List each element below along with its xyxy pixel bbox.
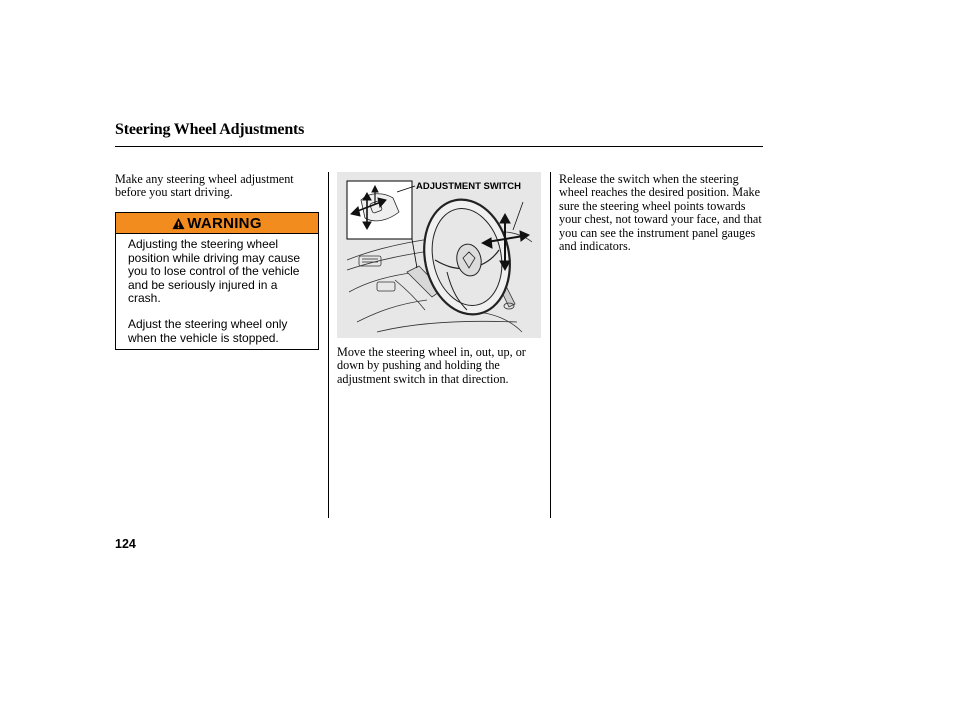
middle-text: Move the steering wheel in, out, up, or down by pushing and holding the adjustment switch in that direction. <box>337 345 526 386</box>
warning-box <box>115 212 319 350</box>
section-title: Steering Wheel Adjustments <box>115 121 305 138</box>
warning-paragraph-2: Adjust the steering wheel only when the vehicle is stopped. <box>128 317 288 345</box>
warning-label: WARNING <box>187 214 262 232</box>
title-divider <box>115 146 763 147</box>
column-divider-left <box>328 172 329 518</box>
adjustment-switch-label: ADJUSTMENT SWITCH <box>416 181 522 192</box>
warning-triangle-icon <box>172 217 185 230</box>
right-text: Release the switch when the steering wheel reaches the desired position. Make sure the steering wheel points towards your chest, not toward your face, and that you can see the instrument panel gauges and indicators. <box>559 172 762 254</box>
column-divider-right <box>550 172 551 518</box>
intro-text: Make any steering wheel adjustment before you start driving. <box>115 172 294 200</box>
page-number: 124 <box>115 537 136 551</box>
steering-wheel-drawing <box>337 172 541 338</box>
warning-header <box>116 213 318 234</box>
steering-wheel-illustration <box>337 172 541 338</box>
warning-paragraph-1: Adjusting the steering wheel position while driving may cause you to lose control of the vehicle and be seriously injured in a crash. <box>128 237 301 305</box>
